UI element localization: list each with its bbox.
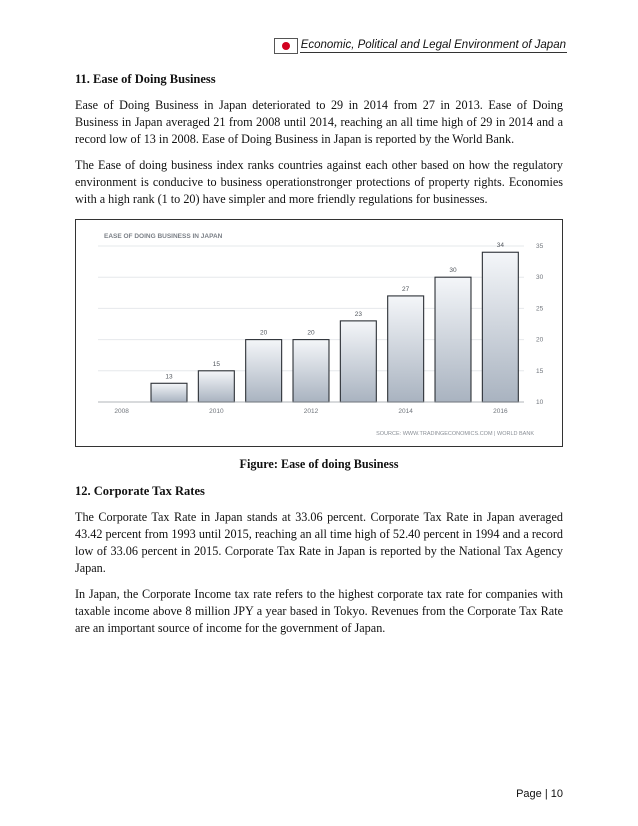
paragraph-ease-intro: Ease of Doing Business in Japan deteriorated to 29 in 2014 from 27 in 2013. Ease of Doing Business in Japan averaged 21 from 2008 until 2014, reaching an all time high of 29 in 2014 and a record low of 13 in 2008. Ease of Doing Business in Japan is reported by the World Bank. — [75, 98, 563, 146]
bar-value-label: 20 — [260, 329, 268, 337]
bar — [340, 321, 376, 402]
y-tick-label: 10 — [536, 399, 544, 406]
paragraph-tax-rate: The Corporate Tax Rate in Japan stands at 33.06 percent. Corporate Tax Rate in Japan averaged 43.42 percent from 1993 until 2015, reaching an all time high of 52.40 percent in 1994 and a record low of 33.06 percent in 2015. Corporate Tax Rate in Japan is reported by the National Tax Agency Japan. — [75, 510, 563, 575]
bar — [435, 277, 471, 402]
bar-value-label: 27 — [402, 285, 410, 293]
x-tick-label: 2016 — [493, 408, 508, 415]
y-tick-label: 25 — [536, 305, 544, 313]
chart-source: SOURCE: WWW.TRADINGECONOMICS.COM | WORLD BANK — [376, 431, 534, 437]
header-title: Economic, Political and Legal Environment of Japan — [300, 38, 566, 51]
page-header — [274, 37, 567, 54]
bar — [246, 340, 282, 402]
page-number: Page | 10 — [516, 788, 563, 800]
bar — [198, 371, 234, 402]
bar-value-label: 13 — [165, 373, 173, 381]
bar — [151, 383, 187, 402]
bar-value-label: 20 — [307, 329, 315, 337]
bar — [482, 252, 518, 402]
flag-sun-disc — [282, 42, 290, 50]
japan-flag-icon — [274, 38, 298, 54]
bar-value-label: 34 — [496, 242, 504, 250]
y-tick-label: 20 — [536, 336, 544, 344]
bar — [293, 340, 329, 402]
bar-value-label: 30 — [449, 267, 457, 275]
paragraph-tax-income: In Japan, the Corporate Income tax rate refers to the highest corporate tax rate for companies with taxable income above 8 million JPY a year based in Tokyo. Revenues from the Corporate Tax Rate are an important source of income for the government of Japan. — [75, 587, 563, 635]
chart-title: EASE OF DOING BUSINESS IN JAPAN — [104, 233, 223, 240]
x-tick-label: 2008 — [114, 408, 129, 415]
ease-of-business-chart — [75, 219, 563, 447]
x-tick-label: 2010 — [209, 408, 224, 415]
section-heading-ease-of-business: 11. Ease of Doing Business — [75, 72, 216, 86]
section-heading-corporate-tax: 12. Corporate Tax Rates — [75, 484, 205, 498]
figure-caption: Figure: Ease of doing Business — [239, 457, 399, 471]
y-tick-label: 35 — [536, 243, 544, 250]
bar-value-label: 15 — [212, 360, 220, 368]
y-tick-label: 30 — [536, 274, 544, 282]
page-content — [75, 72, 563, 646]
x-tick-label: 2012 — [303, 408, 319, 415]
chart-canvas — [76, 220, 562, 446]
bar — [388, 296, 424, 402]
bar-value-label: 23 — [354, 310, 362, 318]
x-tick-label: 2014 — [398, 408, 413, 415]
paragraph-ease-index: The Ease of doing business index ranks countries against each other based on how the regulatory environment is conducive to business operationstronger protections of property rights. Economies with a high rank (1 to 20) have simpler and more friendly regulations for businesses. — [75, 158, 563, 206]
y-tick-label: 15 — [536, 367, 544, 375]
